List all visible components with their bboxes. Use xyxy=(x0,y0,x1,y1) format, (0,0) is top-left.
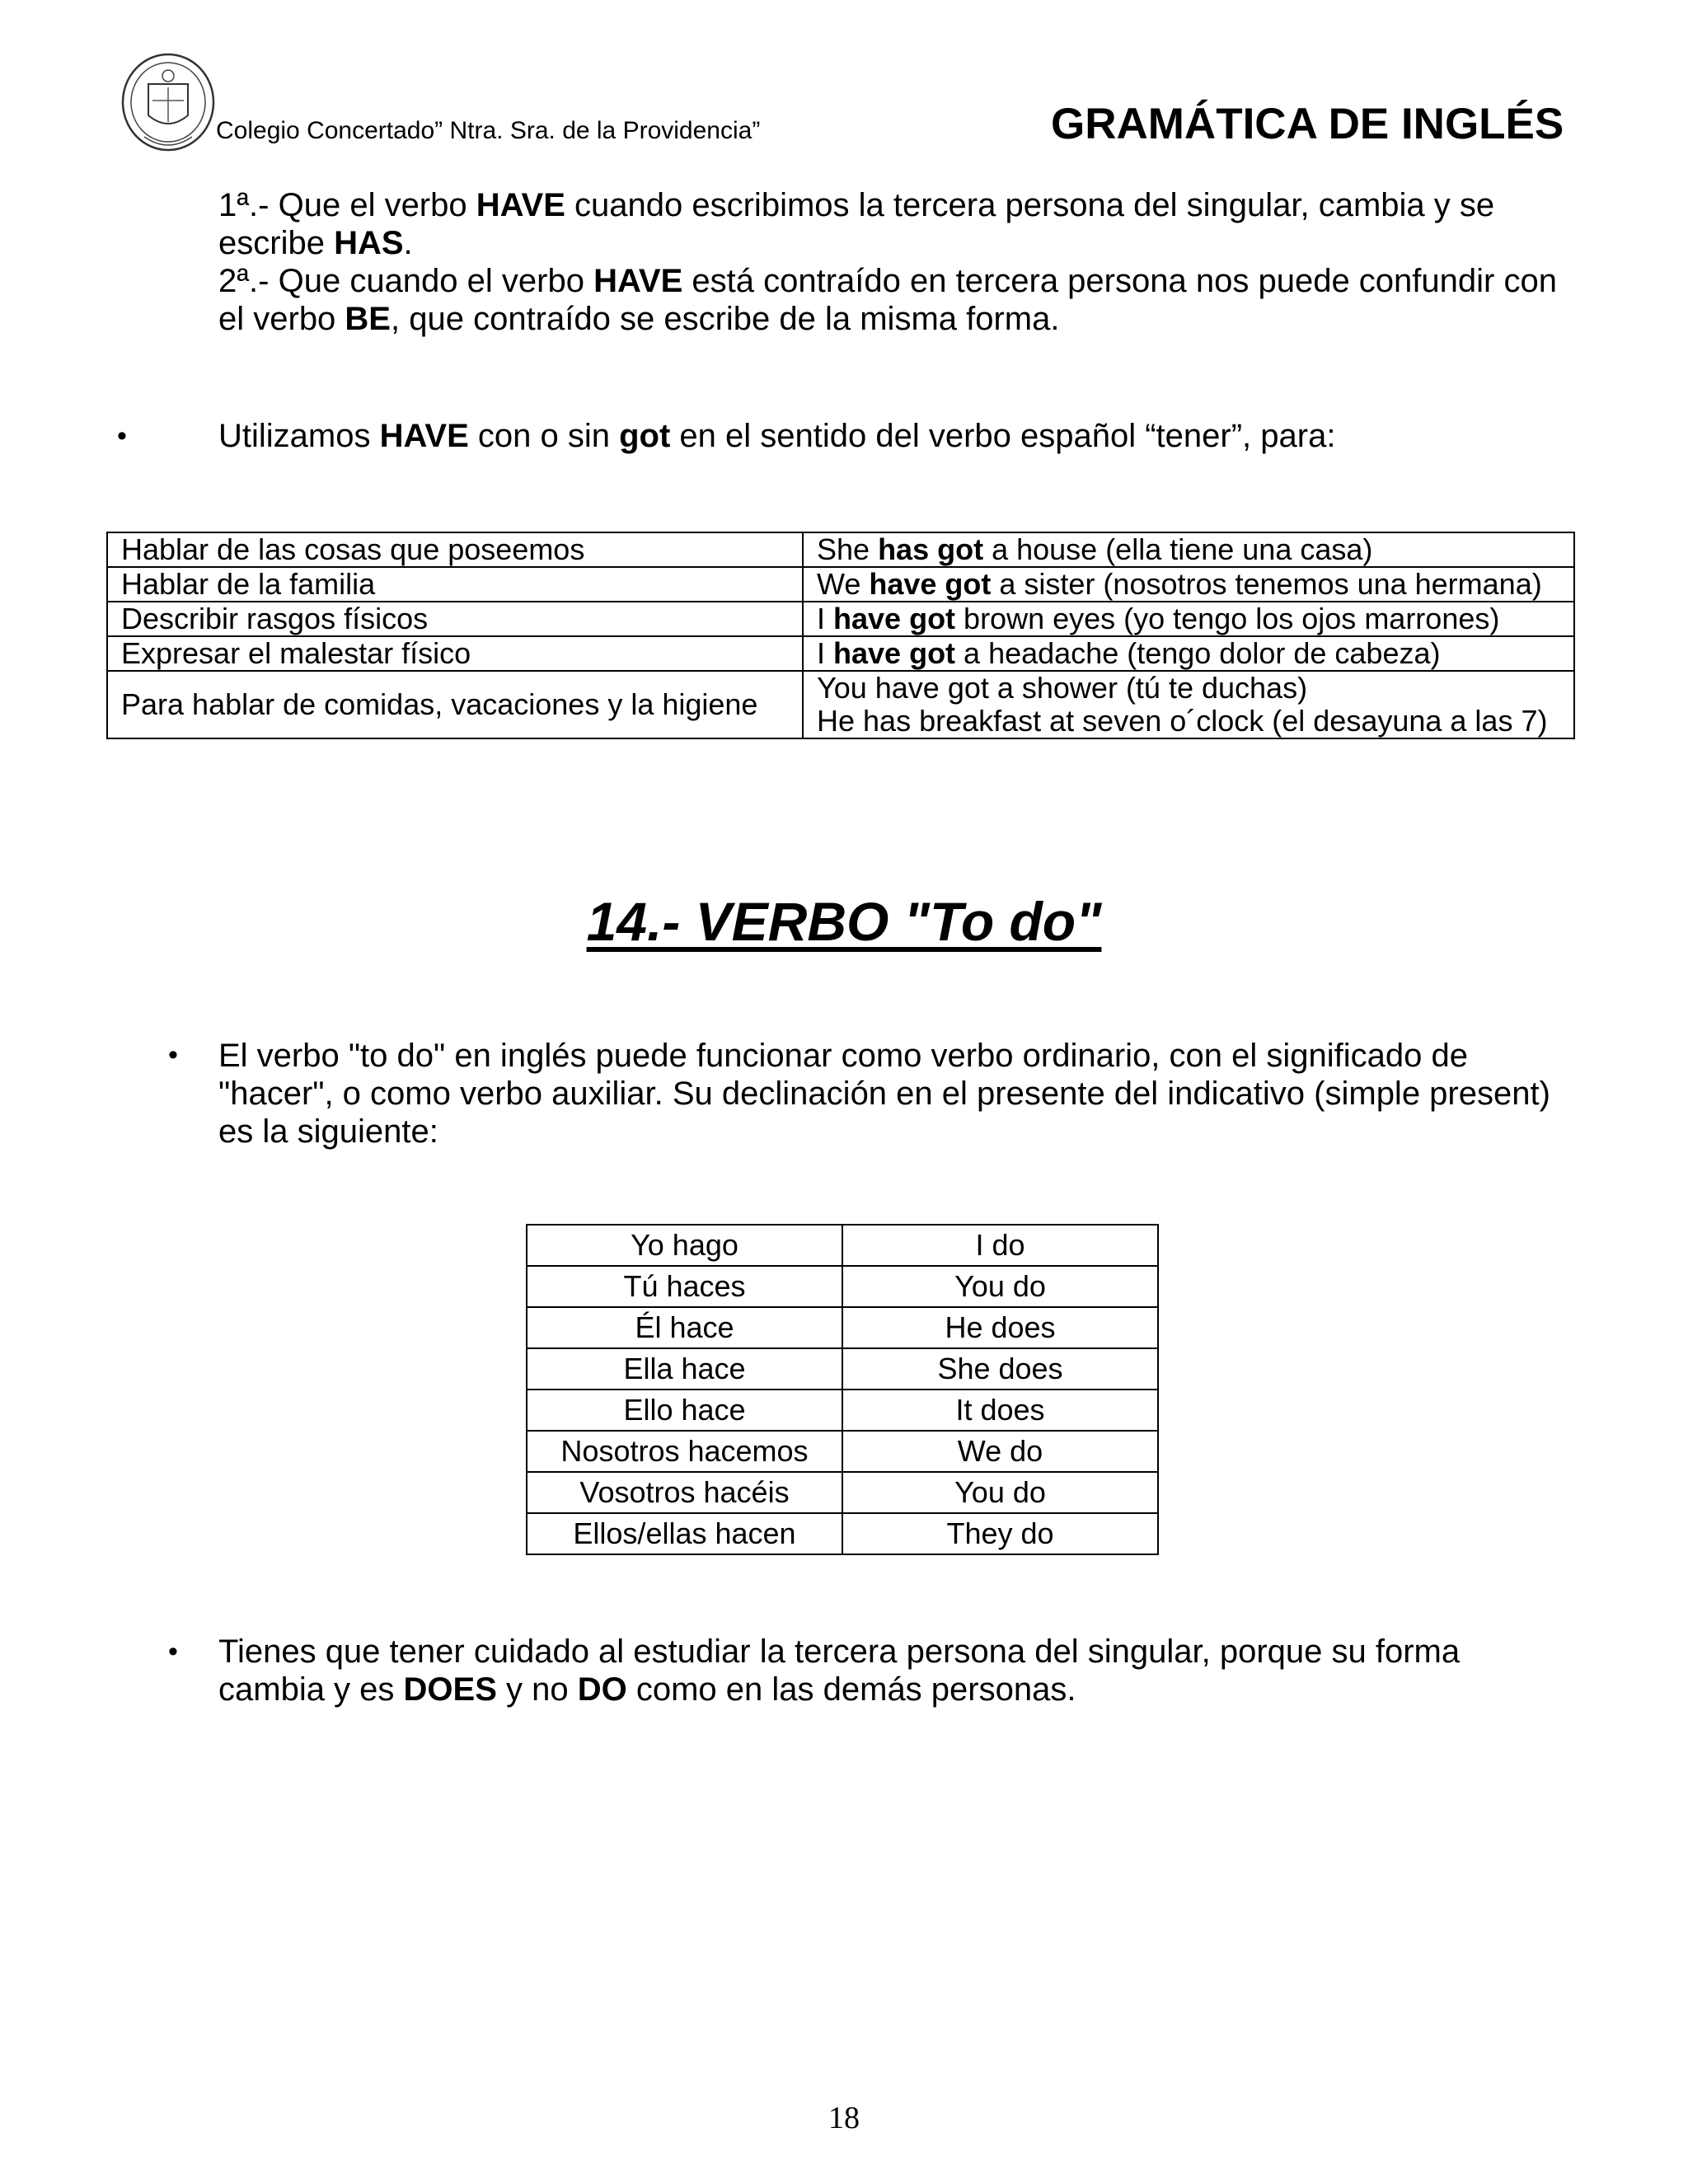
table-row xyxy=(527,1390,1158,1431)
table-row xyxy=(107,636,1574,671)
section-title: 14.- VERBO "To do" xyxy=(586,891,1102,952)
english-cell: They do xyxy=(842,1513,1158,1554)
table-row xyxy=(527,1266,1158,1307)
example-cell: I have got a headache (tengo dolor de cabeza) xyxy=(803,636,1574,671)
page-number: 18 xyxy=(828,2101,860,2135)
english-cell: She does xyxy=(842,1348,1158,1390)
school-seal-logo xyxy=(120,51,217,157)
bullet-icon: • xyxy=(168,1636,178,1667)
note-1: 1ª.- Que el verbo HAVE cuando escribimos la tercera persona del singular, cambia y se escribe HAS. xyxy=(218,187,1495,261)
spanish-cell: Él hace xyxy=(527,1307,842,1348)
table-row xyxy=(527,1225,1158,1266)
example-cell: I have got brown eyes (yo tengo los ojos marrones) xyxy=(803,602,1574,636)
page-header xyxy=(0,0,1688,165)
spanish-cell: Ello hace xyxy=(527,1390,842,1431)
bullet-uses-intro: Utilizamos HAVE con o sin got en el sentido del verbo español “tener”, para: xyxy=(218,418,1336,454)
table-row xyxy=(527,1307,1158,1348)
use-cell: Describir rasgos físicos xyxy=(107,602,803,636)
have-got-uses-table xyxy=(106,532,1575,739)
bullet-to-do-intro: El verbo "to do" en inglés puede funcionar como verbo ordinario, con el significado de "hacer", o como verbo auxiliar. Su declinación en el presente del indicativo (simple present) es la siguiente: xyxy=(218,1038,1550,1150)
english-cell: I do xyxy=(842,1225,1158,1266)
use-cell: Hablar de la familia xyxy=(107,567,803,602)
table-row xyxy=(527,1472,1158,1513)
english-cell: He does xyxy=(842,1307,1158,1348)
use-cell: Hablar de las cosas que poseemos xyxy=(107,532,803,567)
english-cell: You do xyxy=(842,1472,1158,1513)
english-cell: We do xyxy=(842,1431,1158,1472)
bullet-icon: • xyxy=(117,420,127,452)
use-cell: Para hablar de comidas, vacaciones y la higiene xyxy=(107,671,803,738)
example-cell: You have got a shower (tú te duchas) He has breakfast at seven o´clock (el desayuna a las 7) xyxy=(803,671,1574,738)
bullet-icon: • xyxy=(168,1039,178,1071)
example-cell: She has got a house (ella tiene una casa) xyxy=(803,532,1574,567)
table-row xyxy=(527,1348,1158,1390)
spanish-cell: Nosotros hacemos xyxy=(527,1431,842,1472)
table-row xyxy=(107,671,1574,738)
english-cell: You do xyxy=(842,1266,1158,1307)
spanish-cell: Vosotros hacéis xyxy=(527,1472,842,1513)
note-2: 2ª.- Que cuando el verbo HAVE está contraído en tercera persona nos puede confundir con el verbo BE, que contraído se escribe de la misma forma. xyxy=(218,263,1557,337)
to-do-conjugation-table xyxy=(526,1224,1159,1555)
document-title: GRAMÁTICA DE INGLÉS xyxy=(1051,100,1564,148)
school-name: Colegio Concertado” Ntra. Sra. de la Providencia” xyxy=(216,117,761,144)
spanish-cell: Ella hace xyxy=(527,1348,842,1390)
table-row xyxy=(527,1431,1158,1472)
table-row xyxy=(107,602,1574,636)
spanish-cell: Yo hago xyxy=(527,1225,842,1266)
bullet-third-person-note: Tienes que tener cuidado al estudiar la tercera persona del singular, porque su forma cambia y es DOES y no DO como en las demás personas. xyxy=(218,1633,1461,1708)
table-row xyxy=(107,567,1574,602)
table-row xyxy=(527,1513,1158,1554)
table-row xyxy=(107,532,1574,567)
use-cell: Expresar el malestar físico xyxy=(107,636,803,671)
spanish-cell: Ellos/ellas hacen xyxy=(527,1513,842,1554)
english-cell: It does xyxy=(842,1390,1158,1431)
example-cell: We have got a sister (nosotros tenemos una hermana) xyxy=(803,567,1574,602)
spanish-cell: Tú haces xyxy=(527,1266,842,1307)
